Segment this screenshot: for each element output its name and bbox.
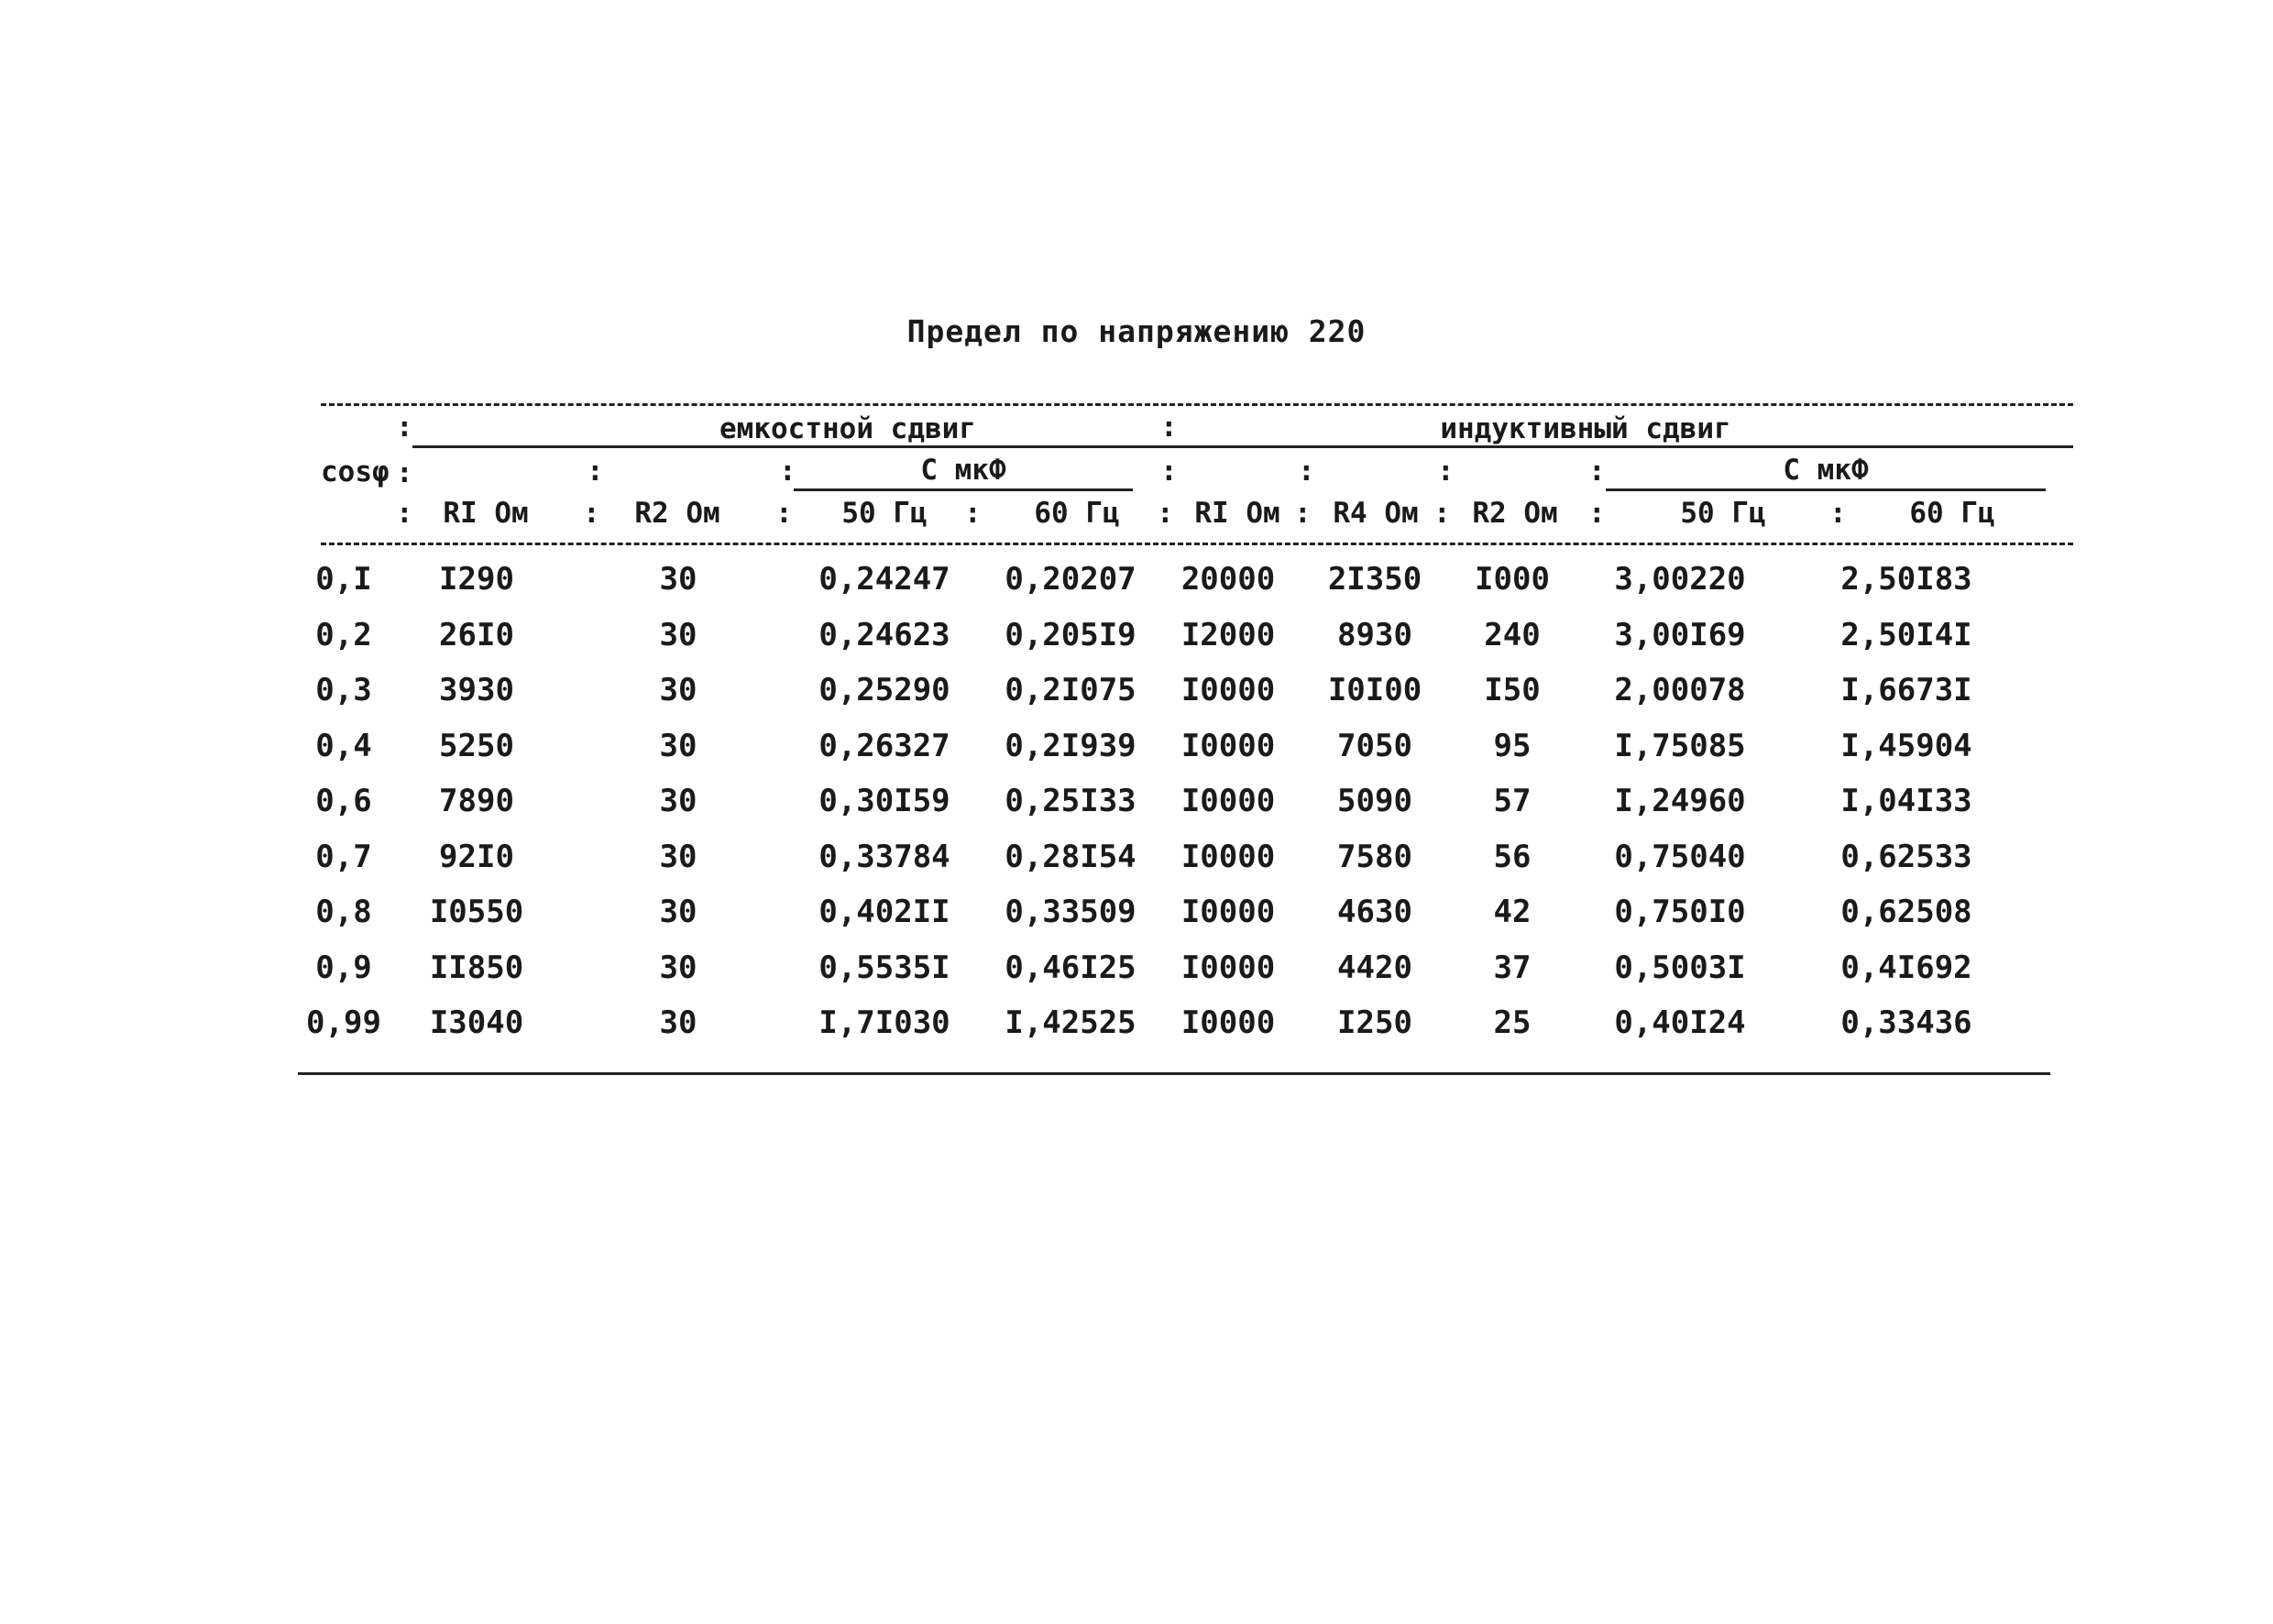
cos-phi-cell: 0,99 — [306, 1004, 381, 1041]
c-mkf-header-capacitive: С мкФ — [794, 452, 1133, 491]
table-cell: 37 — [1493, 949, 1532, 986]
table-cell: 240 — [1484, 616, 1541, 653]
col-header: 60 Гц — [1034, 497, 1120, 530]
table-cell: 7580 — [1337, 838, 1412, 875]
header-separator: : — [779, 455, 796, 488]
table-cell: 0,33509 — [1005, 894, 1136, 930]
table-cell: 30 — [659, 616, 697, 653]
header-separator: : — [1433, 497, 1451, 530]
header-separator: : — [1160, 411, 1178, 444]
table-cell: 5090 — [1337, 783, 1412, 819]
header-separator: : — [1157, 497, 1174, 530]
table-cell: 7050 — [1337, 727, 1412, 764]
table-cell: I50 — [1484, 672, 1541, 708]
table-cell: 30 — [659, 894, 697, 930]
header-separator: : — [583, 497, 600, 530]
table-cell: 0,205I9 — [1005, 616, 1136, 653]
table-cell: 30 — [659, 727, 697, 764]
table-cell: I,6673I — [1840, 672, 1972, 708]
table-cell: 0,402II — [818, 894, 950, 930]
table-cell: 2,50I83 — [1840, 561, 1972, 598]
table-cell: 0,5535I — [818, 949, 950, 986]
cos-phi-cell: 0,3 — [315, 672, 372, 708]
table-cell: 0,46I25 — [1005, 949, 1136, 986]
cos-phi-cell: 0,4 — [315, 727, 372, 764]
cos-phi-cell: 0,9 — [315, 949, 372, 986]
table-cell: 0,2I939 — [1005, 727, 1136, 764]
header-separator: : — [1437, 455, 1455, 488]
col-header: 50 Гц — [1680, 497, 1766, 530]
table-cell: 0,30I59 — [818, 783, 950, 819]
col-header: RI Ом — [1194, 497, 1280, 530]
header-separator: : — [1298, 455, 1315, 488]
cos-phi-cell: 0,2 — [315, 616, 372, 653]
table-cell: 0,24247 — [818, 561, 950, 598]
page-title: Предел по напряжению 220 — [906, 313, 1367, 349]
cos-phi-cell: 0,7 — [315, 838, 372, 875]
table-cell: 30 — [659, 561, 697, 598]
table-cell: I250 — [1337, 1004, 1412, 1041]
table-cell: I0000 — [1180, 783, 1276, 819]
table-cell: 0,20207 — [1005, 561, 1136, 598]
header-separator: : — [1829, 497, 1847, 530]
table-cell: 0,62508 — [1840, 894, 1972, 930]
group-header-capacitive: емкостной сдвиг — [719, 412, 976, 445]
cos-phi-cell: 0,6 — [315, 783, 372, 819]
table-cell: 8930 — [1337, 616, 1412, 653]
table-cell: 0,25I33 — [1005, 783, 1136, 819]
table-cell: I290 — [439, 561, 514, 598]
header-separator: : — [775, 497, 793, 530]
header-separator: : — [587, 455, 604, 488]
table-cell: 0,24623 — [818, 616, 950, 653]
col-header: 50 Гц — [841, 497, 928, 530]
table-cell: I0000 — [1180, 949, 1276, 986]
table-cell: I,24960 — [1614, 783, 1746, 819]
table-bottom-rule — [298, 1072, 2050, 1075]
table-cell: 26I0 — [439, 616, 514, 653]
table-cell: 0,75040 — [1614, 838, 1746, 875]
table-cell: 20000 — [1180, 561, 1276, 598]
table-cell: 56 — [1493, 838, 1532, 875]
table-top-rule — [321, 403, 2073, 406]
table-cell: 0,62533 — [1840, 838, 1972, 875]
table-cell: 4420 — [1337, 949, 1412, 986]
table-cell: 30 — [659, 672, 697, 708]
header-separator: : — [1588, 497, 1606, 530]
header-separator: : — [396, 456, 413, 489]
table-cell: I,7I030 — [818, 1004, 950, 1041]
table-cell: 3930 — [439, 672, 514, 708]
header-separator: : — [964, 497, 982, 530]
table-cell: I0000 — [1180, 672, 1276, 708]
table-cell: 3,00I69 — [1614, 616, 1746, 653]
cos-phi-cell: 0,I — [315, 561, 372, 598]
table-cell: 0,26327 — [818, 727, 950, 764]
col-header: R2 Ом — [634, 497, 720, 530]
table-cell: 0,2I075 — [1005, 672, 1136, 708]
table-cell: 0,40I24 — [1614, 1004, 1746, 1041]
col-header: RI Ом — [443, 497, 529, 530]
group-header-inductive: индуктивный сдвиг — [1440, 412, 1731, 445]
table-cell: 0,750I0 — [1614, 894, 1746, 930]
table-cell: 95 — [1493, 727, 1532, 764]
cos-phi-label: cosφ — [321, 455, 390, 488]
col-header: R2 Ом — [1472, 497, 1558, 530]
cos-phi-cell: 0,8 — [315, 894, 372, 930]
table-cell: I0000 — [1180, 894, 1276, 930]
table-cell: 25 — [1493, 1004, 1532, 1041]
table-cell: 0,25290 — [818, 672, 950, 708]
c-mkf-header-inductive: С мкФ — [1606, 452, 2046, 491]
table-cell: I0I00 — [1327, 672, 1422, 708]
table-cell: I,45904 — [1840, 727, 1972, 764]
header-separator: : — [1294, 497, 1312, 530]
table-cell: 42 — [1493, 894, 1532, 930]
table-cell: 30 — [659, 1004, 697, 1041]
table-cell: I3040 — [429, 1004, 524, 1041]
table-cell: 3,00220 — [1614, 561, 1746, 598]
table-cell: 92I0 — [439, 838, 514, 875]
header-separator: : — [396, 411, 413, 444]
table-cell: II850 — [429, 949, 524, 986]
table-cell: I,75085 — [1614, 727, 1746, 764]
header-bottom-rule — [321, 543, 2073, 545]
table-cell: 0,28I54 — [1005, 838, 1136, 875]
table-cell: 30 — [659, 838, 697, 875]
table-cell: 57 — [1493, 783, 1532, 819]
table-cell: I2000 — [1180, 616, 1276, 653]
table-cell: 0,4I692 — [1840, 949, 1972, 986]
table-cell: I0000 — [1180, 838, 1276, 875]
table-cell: 5250 — [439, 727, 514, 764]
col-header: 60 Гц — [1909, 497, 1995, 530]
table-cell: I,04I33 — [1840, 783, 1972, 819]
table-cell: 4630 — [1337, 894, 1412, 930]
table-cell: I0000 — [1180, 1004, 1276, 1041]
header-separator: : — [1160, 455, 1178, 488]
table-cell: I0000 — [1180, 727, 1276, 764]
table-cell: 0,33436 — [1840, 1004, 1972, 1041]
table-cell: I,42525 — [1005, 1004, 1136, 1041]
col-header: R4 Ом — [1333, 497, 1419, 530]
header-separator: : — [396, 497, 413, 530]
table-cell: I000 — [1475, 561, 1550, 598]
table-cell: 7890 — [439, 783, 514, 819]
table-cell: 0,5003I — [1614, 949, 1746, 986]
table-cell: 2,00078 — [1614, 672, 1746, 708]
table-cell: 30 — [659, 783, 697, 819]
table-cell: 2,50I4I — [1840, 616, 1972, 653]
table-cell: 0,33784 — [818, 838, 950, 875]
header-separator: : — [1588, 455, 1606, 488]
table-cell: I0550 — [429, 894, 524, 930]
table-cell: 2I350 — [1327, 561, 1422, 598]
table-cell: 30 — [659, 949, 697, 986]
